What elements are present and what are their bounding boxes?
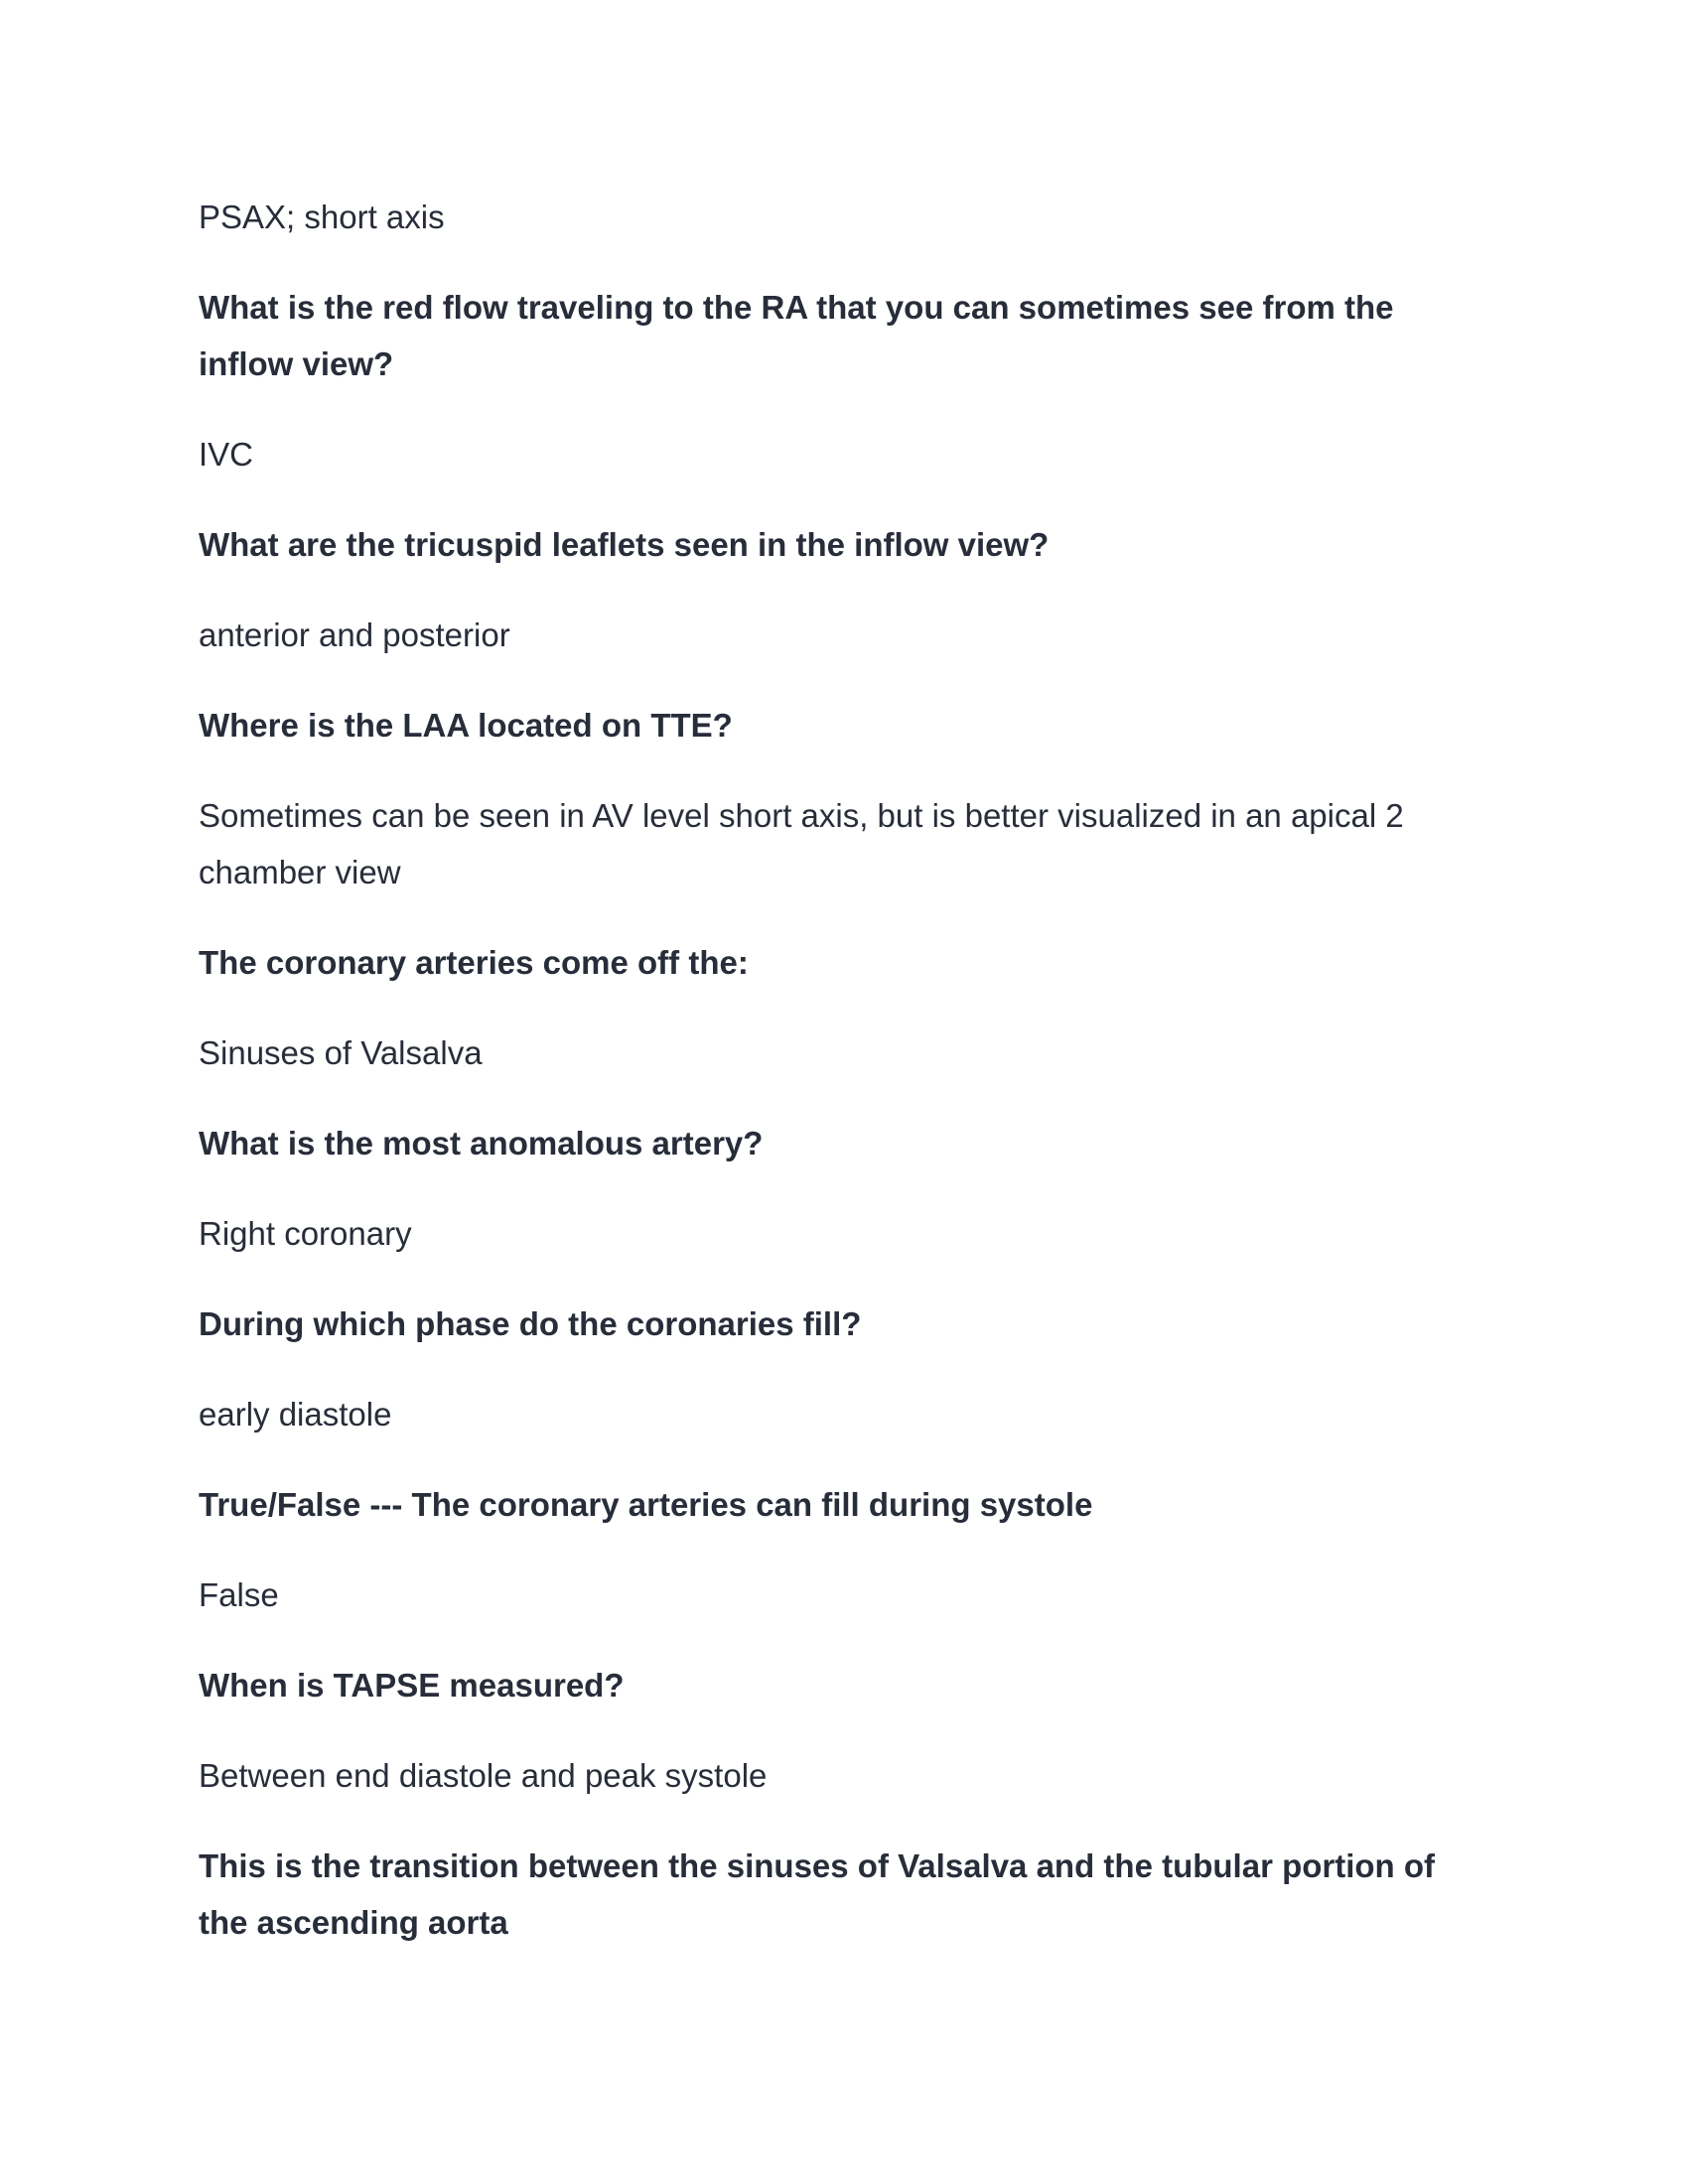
question-text: What is the most anomalous artery? (199, 1125, 764, 1161)
question-text: During which phase do the coronaries fill? (199, 1305, 862, 1342)
question-text: Where is the LAA located on TTE? (199, 707, 733, 744)
answer-text: False (199, 1576, 279, 1613)
question-text: This is the transition between the sinuses of Valsalva and the tubular portion of the ascending aorta (199, 1847, 1436, 1941)
answer-text: early diastole (199, 1396, 392, 1433)
answer-text: anterior and posterior (199, 616, 510, 653)
answer-text: Sinuses of Valsalva (199, 1034, 483, 1071)
answer-text: Right coronary (199, 1215, 412, 1252)
question-text: True/False --- The coronary arteries can fill during systole (199, 1486, 1093, 1523)
answer-text: Sometimes can be seen in AV level short axis, but is better visualized in an apical 2 chamber view (199, 797, 1404, 890)
answer-text: PSAX; short axis (199, 199, 445, 235)
question-text: What is the red flow traveling to the RA that you can sometimes see from the inflow view? (199, 289, 1394, 382)
answer-text: IVC (199, 436, 254, 473)
document-page (199, 189, 1489, 1984)
question-text: What are the tricuspid leaflets seen in the inflow view? (199, 526, 1050, 563)
question-text: The coronary arteries come off the: (199, 944, 749, 981)
question-text: When is TAPSE measured? (199, 1667, 625, 1704)
answer-text: Between end diastole and peak systole (199, 1757, 768, 1794)
